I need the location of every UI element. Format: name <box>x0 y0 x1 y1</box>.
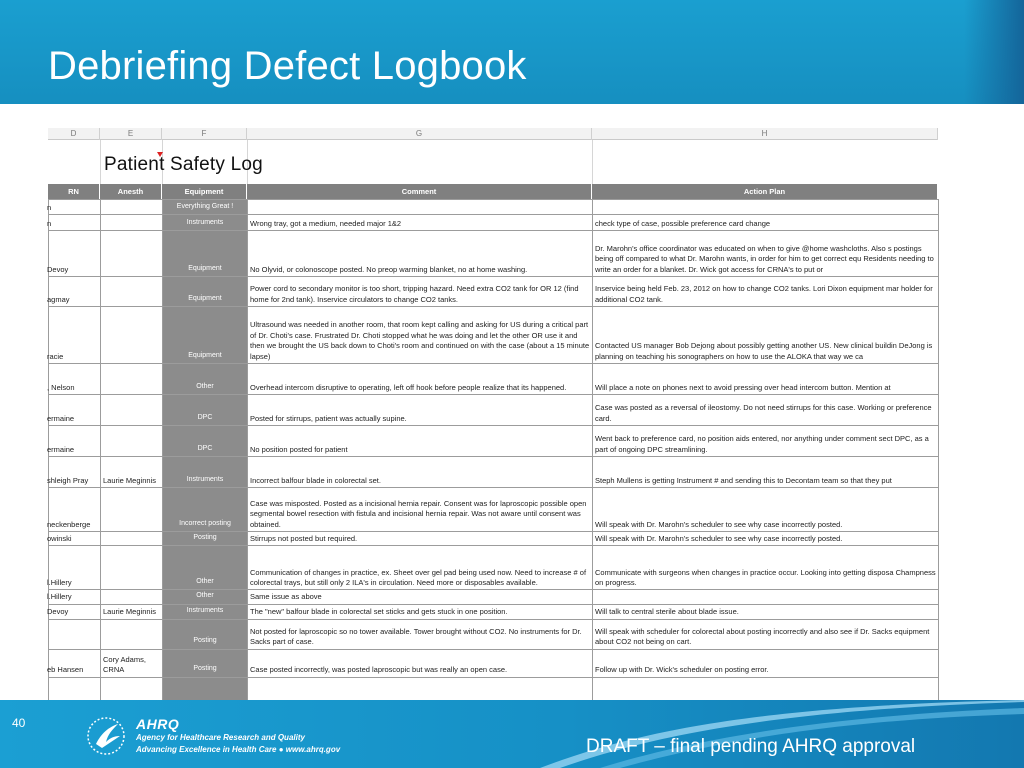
header-rn: RN <box>48 184 100 199</box>
agency-name: Agency for Healthcare Research and Quality <box>136 733 305 742</box>
table-row <box>49 200 939 215</box>
cell-equipment: Other <box>163 590 248 604</box>
column-letter-header <box>48 128 938 140</box>
table-row <box>49 307 939 364</box>
table-row <box>49 215 939 231</box>
cell-rn: racie <box>49 307 101 364</box>
cell-rn: shleigh Pray <box>49 457 101 488</box>
column-letter-d: D <box>48 128 100 140</box>
cell-rn: Devoy <box>49 231 101 277</box>
table-row-empty <box>49 677 939 701</box>
table-header-row <box>48 184 938 199</box>
column-letter-f: F <box>162 128 247 140</box>
cell-anesth: Laurie Meginnis <box>101 457 163 488</box>
slide-title: Debriefing Defect Logbook <box>48 44 527 88</box>
cell-anesth <box>101 532 163 546</box>
agency-abbreviation: AHRQ <box>136 716 180 732</box>
cell-rn: , Nelson <box>49 364 101 395</box>
cell-action-plan: Went back to preference card, no position aids entered, nor anything under comment sect DPC, as a part of ongoing DPC streamlining. <box>593 426 939 457</box>
cell-equipment: DPC <box>163 395 248 426</box>
cell-anesth <box>101 488 163 532</box>
cell-action-plan: Dr. Marohn's office coordinator was educated on when to give @home washcloths. Also s postings being off compared to what Dr. Marohn wants, in order for him to get correct equ Residents needing to write an order for a blanket. Dr. Wick got access for CRNA's to put or <box>593 231 939 277</box>
table-row <box>49 546 939 590</box>
comment-marker <box>157 152 163 157</box>
cell-action-plan: Follow up with Dr. Wick's scheduler on posting error. <box>593 649 939 677</box>
header-action-plan: Action Plan <box>592 184 938 199</box>
cell-anesth <box>101 426 163 457</box>
cell-anesth <box>101 307 163 364</box>
table-row <box>49 457 939 488</box>
cell-comment: No position posted for patient <box>248 426 593 457</box>
cell-equipment: Equipment <box>163 277 248 307</box>
table-row <box>49 231 939 277</box>
cell-anesth: Cory Adams, CRNA <box>101 649 163 677</box>
cell-anesth <box>101 619 163 649</box>
cell-comment: Incorrect balfour blade in colorectal set. <box>248 457 593 488</box>
table-row <box>49 619 939 649</box>
cell-comment: No Olyvid, or colonoscope posted. No preop warming blanket, no at home washing. <box>248 231 593 277</box>
cell-rn: l.Hillery <box>49 546 101 590</box>
cell-equipment: Other <box>163 364 248 395</box>
cell-rn: eb Hansen <box>49 649 101 677</box>
cell-equipment: Equipment <box>163 231 248 277</box>
cell-action-plan: Communicate with surgeons when changes in practice occur. Looking into getting disposa Champness on progress. <box>593 546 939 590</box>
cell-comment: Wrong tray, got a medium, needed major 1&2 <box>248 215 593 231</box>
cell-comment: Ultrasound was needed in another room, that room kept calling and asking for US during a critical part of Dr. Choti's case. Frustrated Dr. Choti stopped what he was doing and let the other OR use it and then we brought the US back down to Choti's room and continued on with the case (about a 15 minute lapse) <box>248 307 593 364</box>
spreadsheet-image <box>48 128 938 700</box>
column-letter-g: G <box>247 128 592 140</box>
cell-rn: n <box>49 200 101 215</box>
cell-rn: Devoy <box>49 604 101 619</box>
table-row <box>49 395 939 426</box>
draft-notice: DRAFT – final pending AHRQ approval <box>586 736 916 757</box>
column-letter-e: E <box>100 128 162 140</box>
cell-rn: agmay <box>49 277 101 307</box>
cell-equipment: Posting <box>163 649 248 677</box>
cell-rn: neckenberge <box>49 488 101 532</box>
header-anesth: Anesth <box>100 184 162 199</box>
cell-comment <box>248 200 593 215</box>
table-row <box>49 590 939 604</box>
cell-action-plan <box>593 590 939 604</box>
cell-comment: Power cord to secondary monitor is too short, tripping hazard. Need extra CO2 tank for OR 12 (find home for 2nd tank). Inservice circulators to change CO2 tanks. <box>248 277 593 307</box>
cell-equipment: Everything Great ! <box>163 200 248 215</box>
cell-comment: Communication of changes in practice, ex. Sheet over gel pad being used now. Need to increase # of colorectal trays, but still only 2 ILA's in circulation. Need more or disposables available. <box>248 546 593 590</box>
column-letter-h: H <box>592 128 938 140</box>
cell-equipment: Instruments <box>163 215 248 231</box>
table-row <box>49 277 939 307</box>
agency-tagline: Advancing Excellence in Health Care ● www.ahrq.gov <box>136 745 341 754</box>
header-equipment: Equipment <box>162 184 247 199</box>
cell-comment: The "new" balfour blade in colorectal set sticks and gets stuck in one position. <box>248 604 593 619</box>
cell-anesth: Laurie Meginnis <box>101 604 163 619</box>
cell-anesth <box>101 546 163 590</box>
table-row <box>49 488 939 532</box>
cell-rn: n <box>49 215 101 231</box>
cell-comment: Stirrups not posted but required. <box>248 532 593 546</box>
cell-anesth <box>101 590 163 604</box>
cell-equipment: Instruments <box>163 457 248 488</box>
table-row <box>49 532 939 546</box>
cell-equipment: Posting <box>163 619 248 649</box>
cell-action-plan: Case was posted as a reversal of ileostomy. Do not need stirrups for this case. Working or preference card. <box>593 395 939 426</box>
cell-anesth <box>101 231 163 277</box>
cell-rn: ermaine <box>49 426 101 457</box>
cell-anesth <box>101 364 163 395</box>
cell-action-plan: Will speak with scheduler for colorectal about posting incorrectly and also see if Dr. Sacks equipment about CO2 not being on cart. <box>593 619 939 649</box>
cell-comment: Same issue as above <box>248 590 593 604</box>
header-comment: Comment <box>247 184 592 199</box>
cell-equipment: Incorrect posting <box>163 488 248 532</box>
cell-action-plan: Will speak with Dr. Marohn's scheduler to see why case incorrectly posted. <box>593 488 939 532</box>
cell-action-plan: check type of case, possible preference card change <box>593 215 939 231</box>
cell-action-plan: Will speak with Dr. Marohn's scheduler to see why case incorrectly posted. <box>593 532 939 546</box>
cell-rn: l.Hillery <box>49 590 101 604</box>
cell-anesth <box>101 277 163 307</box>
page-number: 40 <box>12 716 26 730</box>
title-bar-accent <box>964 0 1024 104</box>
cell-rn: ermaine <box>49 395 101 426</box>
cell-rn: owinski <box>49 532 101 546</box>
cell-action-plan: Will place a note on phones next to avoid pressing over head intercom button. Mention at <box>593 364 939 395</box>
cell-equipment: DPC <box>163 426 248 457</box>
cell-action-plan: Will talk to central sterile about blade issue. <box>593 604 939 619</box>
cell-equipment: Posting <box>163 532 248 546</box>
table-row <box>49 604 939 619</box>
cell-comment: Case posted incorrectly, was posted laproscopic but was really an open case. <box>248 649 593 677</box>
safety-log-table <box>48 199 939 702</box>
table-row <box>49 426 939 457</box>
cell-comment: Not posted for laproscopic so no tower available. Tower brought without CO2. No instruments for Dr. Sacks part of case. <box>248 619 593 649</box>
cell-comment: Overhead intercom disruptive to operating, left off hook before people realize that its happened. <box>248 364 593 395</box>
hhs-eagle-logo-icon <box>84 714 132 758</box>
cell-equipment: Equipment <box>163 307 248 364</box>
cell-anesth <box>101 200 163 215</box>
cell-equipment: Instruments <box>163 604 248 619</box>
cell-action-plan: Inservice being held Feb. 23, 2012 on how to change CO2 tanks. Lori Dixon equipment mar holder for additional CO2 tank. <box>593 277 939 307</box>
table-row <box>49 364 939 395</box>
cell-comment: Case was misposted. Posted as a incisional hernia repair. Consent was for laproscopic possible open segmental bowel resection with fistula and incisional hernia repair. Was not aware until consent was obtained. <box>248 488 593 532</box>
cell-action-plan: Steph Mullens is getting Instrument # and sending this to Decontam team so that they put <box>593 457 939 488</box>
table-row <box>49 649 939 677</box>
patient-safety-log-title: Patient Safety Log <box>104 154 263 175</box>
cell-action-plan: Contacted US manager Bob Dejong about possibly getting another US. New clinical buildin DeJong is planning on teaching his sonographers on how to use the ALOKA that way we ca <box>593 307 939 364</box>
cell-equipment: Other <box>163 546 248 590</box>
cell-anesth <box>101 395 163 426</box>
cell-comment: Posted for stirrups, patient was actually supine. <box>248 395 593 426</box>
cell-anesth <box>101 215 163 231</box>
cell-action-plan <box>593 200 939 215</box>
cell-rn <box>49 619 101 649</box>
